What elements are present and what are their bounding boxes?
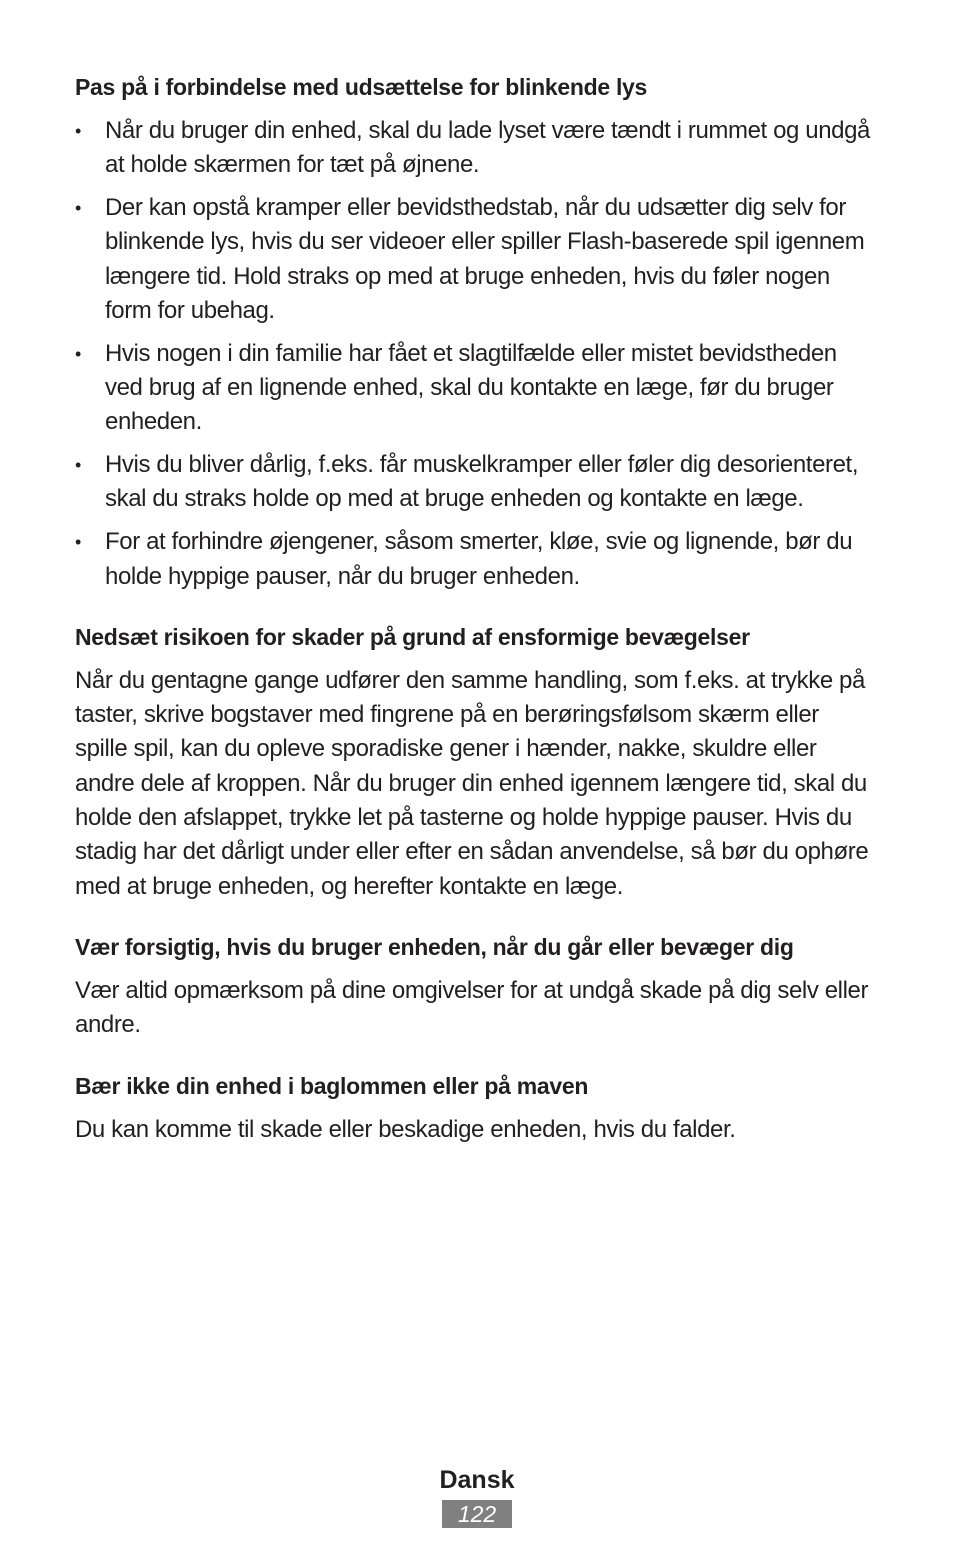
bullet-list (75, 114, 875, 594)
section-body: Du kan komme til skade eller beskadige enheden, hvis du falder. (75, 1115, 736, 1143)
list-item-text: Når du bruger din enhed, skal du lade lyset være tændt i rummet og undgå at holde skærmen for tæt på øjnene. (105, 117, 870, 179)
section-walking-caution (75, 930, 875, 1043)
bullet-icon: • (75, 198, 81, 219)
list-item-text: Hvis du bliver dårlig, f.eks. får muskelkramper eller føler dig desorienteret, skal du straks holde op med at bruge enheden og kontakte en læge. (105, 451, 859, 513)
bullet-icon: • (75, 121, 81, 141)
section-body: Vær altid opmærksom på dine omgivelser for at undgå skade på dig selv eller andre. (75, 976, 869, 1039)
section-heading: Pas på i forbindelse med udsættelse for blinkende lys (75, 74, 648, 100)
page-number-badge: 122 (442, 1500, 512, 1528)
list-item-text: Der kan opstå kramper eller bevidsthedstab, når du udsætter dig selv for blinkende lys, hvis du ser videoer eller spiller Flash-baserede spil igennem længere tid. Hold straks op med at bruge enheden, hvis du føler nogen form for ubehag. (105, 194, 865, 324)
section-flashing-lights (75, 70, 875, 594)
list-item-text: Hvis nogen i din familie har fået et slagtilfælde eller mistet bevidstheden ved brug af en lignende enhed, skal du kontakte en læge, før du bruger enheden. (105, 339, 837, 436)
list-item (75, 337, 875, 440)
list-item (75, 191, 875, 328)
section-heading: Vær forsigtig, hvis du bruger enheden, når du går eller bevæger dig (75, 933, 794, 960)
bullet-icon: • (75, 455, 81, 476)
section-pocket-caution (75, 1069, 875, 1147)
section-body: Når du gentagne gange udfører den samme handling, som f.eks. at trykke på taster, skrive bogstaver med fingrene på en berøringsfølsom skærm eller spille spil, kan du opleve sporadiske gener i hænder, nakke, skuldre eller andre dele af kroppen. Når du bruger din enhed igennem længere tid, skal du holde den afslappet, trykke let på tasterne og holde hyppige pauser. Hvis du stadig har det dårligt under eller efter en sådan anvendelse, så bør du ophøre med at bruge enheden, og herefter kontakte en læge. (75, 666, 869, 900)
list-item (75, 448, 875, 517)
list-item-text: For at forhindre øjengener, såsom smerter, kløe, svie og lignende, bør du holde hyppige pauser, når du bruger enheden. (105, 528, 853, 590)
page-footer (0, 1463, 954, 1528)
section-repetitive-motion (75, 620, 875, 904)
list-item (75, 525, 875, 594)
document-page (75, 70, 875, 1147)
section-heading: Bær ikke din enhed i baglommen eller på maven (75, 1072, 589, 1099)
footer-language: Dansk (439, 1466, 515, 1494)
section-heading: Nedsæt risikoen for skader på grund af ensformige bevægelser (75, 623, 750, 650)
bullet-icon: • (75, 343, 81, 364)
bullet-icon: • (75, 532, 81, 553)
list-item (75, 114, 875, 183)
